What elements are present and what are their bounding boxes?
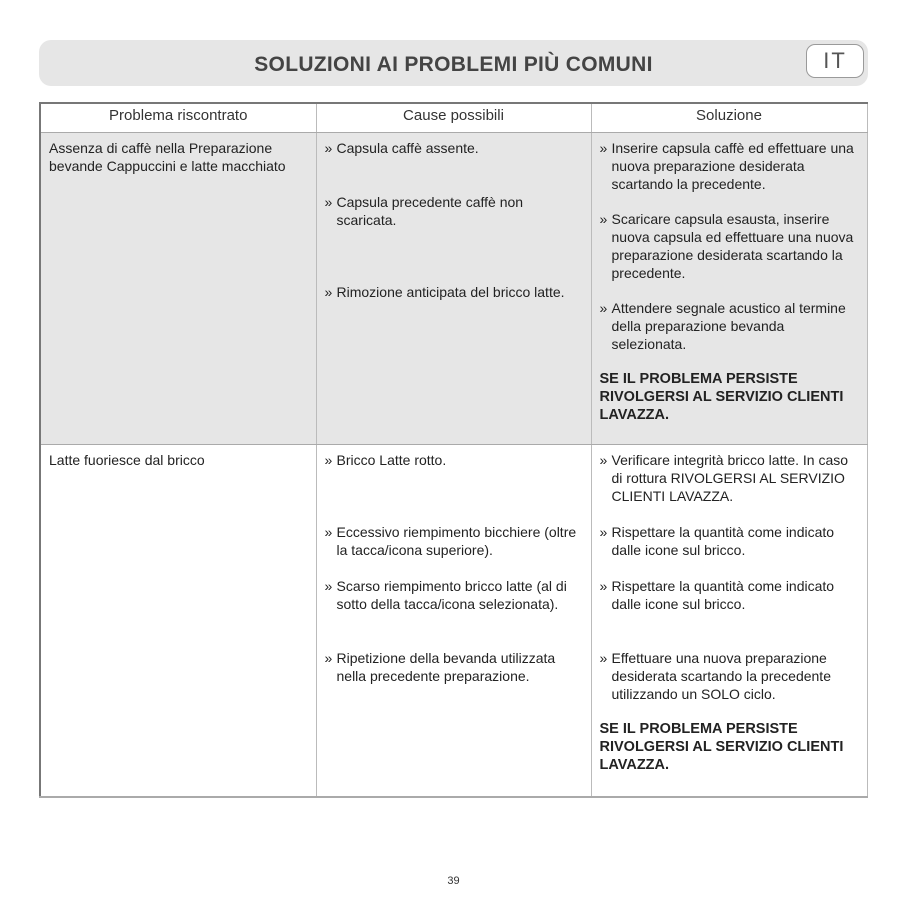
cause-item: » Eccessivo riempimento bicchiere (oltre la tacca/icona superiore). [325, 523, 585, 559]
troubleshooting-table [39, 102, 868, 798]
causes-cell [316, 133, 591, 445]
problem-cell [40, 133, 316, 445]
problem-text: Latte fuoriesce dal bricco [49, 452, 205, 468]
solution-item: » Inserire capsula caffè ed effettuare una nuova preparazione desiderata scartando la precedente. [600, 139, 861, 193]
table-header-row [40, 103, 867, 133]
problem-cell [40, 445, 316, 798]
solution-cell [591, 133, 867, 445]
column-header-solution: Soluzione [591, 103, 867, 133]
cause-item: » Bricco Latte rotto. [325, 451, 585, 469]
column-header-problem: Problema riscontrato [40, 103, 316, 133]
causes-cell [316, 445, 591, 798]
solution-item: » Verificare integrità bricco latte. In caso di rottura RIVOLGERSI AL SERVIZIO CLIENTI LAVAZZA. [600, 451, 861, 505]
solution-item: » Scaricare capsula esausta, inserire nuova capsula ed effettuare una nuova preparazione desiderata scartando la precedente. [600, 210, 861, 282]
column-header-causes: Cause possibili [316, 103, 591, 133]
support-note: SE IL PROBLEMA PERSISTE RIVOLGERSI AL SERVIZIO CLIENTI LAVAZZA. [599, 371, 844, 423]
solution-item: » Effettuare una nuova preparazione desiderata scartando la precedente utilizzando un SOLO ciclo. [600, 649, 861, 703]
table-row [40, 133, 867, 445]
language-badge: IT [806, 44, 864, 78]
cause-item: » Rimozione anticipata del bricco latte. [325, 283, 585, 301]
header-bar [39, 40, 868, 86]
page-title: SOLUZIONI AI PROBLEMI PIÙ COMUNI [254, 53, 653, 76]
solution-item: » Rispettare la quantità come indicato dalle icone sul bricco. [600, 523, 861, 559]
solution-cell [591, 445, 867, 798]
cause-item: » Capsula precedente caffè non scaricata. [325, 193, 585, 229]
cause-item: » Scarso riempimento bricco latte (al di sotto della tacca/icona selezionata). [325, 577, 585, 613]
support-note: SE IL PROBLEMA PERSISTE RIVOLGERSI AL SERVIZIO CLIENTI LAVAZZA. [599, 721, 844, 773]
cause-item: » Ripetizione della bevanda utilizzata nella precedente preparazione. [325, 649, 585, 685]
page-number: 39 [447, 875, 460, 887]
solution-item: » Attendere segnale acustico al termine della preparazione bevanda selezionata. [600, 299, 861, 353]
table-row [40, 445, 867, 798]
solution-item: » Rispettare la quantità come indicato dalle icone sul bricco. [600, 577, 861, 613]
problem-text: Assenza di caffè nella Preparazione bevande Cappuccini e latte macchiato [49, 140, 286, 174]
cause-item: » Capsula caffè assente. [325, 139, 585, 157]
